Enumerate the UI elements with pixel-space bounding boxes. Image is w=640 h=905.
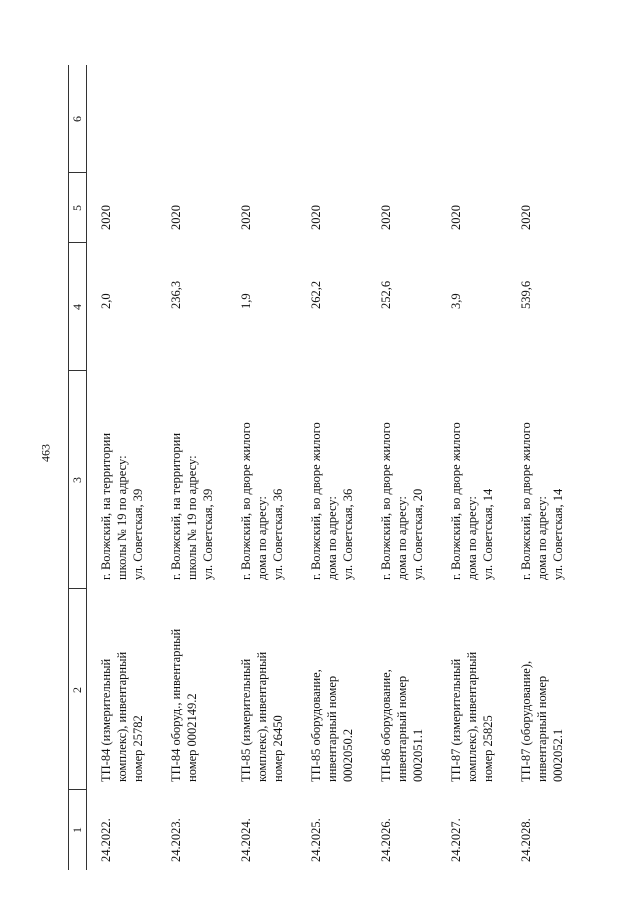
header-col-6: 6 [70,116,84,122]
object-name: ТП-85 оборудование, инвентарный номер 0002050.2 [309,669,355,782]
object-address: г. Волжский, во дворе жилого дома по адресу: ул. Советская, 20 [379,422,425,580]
row-number: 24.2028. [519,818,533,862]
object-year: 2020 [99,205,113,230]
object-address: г. Волжский, на территории школы № 19 по адресу: ул. Советская, 39 [99,432,145,580]
object-value: 539,6 [519,280,533,309]
table-row [308,65,378,870]
header-col-4: 4 [70,304,84,310]
header-bottom-rule [86,65,87,870]
object-value: 252,6 [379,280,393,309]
row-number: 24.2025. [309,818,323,862]
object-address: г. Волжский, во дворе жилого дома по адресу: ул. Советская, 14 [519,422,565,580]
object-name: ТП-87 (оборудование), инвентарный номер 0002052.1 [519,660,565,782]
object-year: 2020 [309,205,323,230]
row-number: 24.2027. [449,818,463,862]
object-name: ТП-84 оборуд., инвентарный номер 0002149.2 [169,628,199,782]
object-value: 1,9 [239,293,253,309]
object-address: г. Волжский, во дворе жилого дома по адресу: ул. Советская, 36 [309,422,355,580]
header-column-separator [68,789,86,790]
table-header-row [68,65,88,870]
table-row [168,65,238,870]
row-number: 24.2022. [99,818,113,862]
table-row [448,65,518,870]
header-col-5: 5 [70,205,84,211]
object-name: ТП-85 (измерительный комплекс), инвентарный номер 26450 [239,651,285,782]
object-value: 262,2 [309,280,323,309]
table-row [238,65,308,870]
object-year: 2020 [449,205,463,230]
object-address: г. Волжский, во дворе жилого дома по адресу: ул. Советская, 36 [239,422,285,580]
header-top-rule [68,65,69,870]
object-address: г. Волжский, на территории школы № 19 по адресу: ул. Советская, 39 [169,432,215,580]
object-year: 2020 [379,205,393,230]
object-year: 2020 [169,205,183,230]
table-row [518,65,588,870]
object-year: 2020 [239,205,253,230]
header-column-separator [68,242,86,243]
object-value: 3,9 [449,293,463,309]
object-name: ТП-84 (измерительный комплекс), инвентарный номер 25782 [99,651,145,782]
table-row [98,65,168,870]
object-year: 2020 [519,205,533,230]
object-address: г. Волжский, во дворе жилого дома по адресу: ул. Советская, 14 [449,422,495,580]
object-value: 2,0 [99,293,113,309]
header-col-3: 3 [70,477,84,483]
header-col-1: 1 [70,827,84,833]
header-column-separator [68,172,86,173]
object-name: ТП-87 (измерительный комплекс), инвентарный номер 25825 [449,651,495,782]
page-number: 463 [38,444,53,462]
header-column-separator [68,370,86,371]
header-col-2: 2 [70,687,84,693]
rotated-table [68,65,628,870]
row-number: 24.2026. [379,818,393,862]
table-row [378,65,448,870]
object-value: 236,3 [169,280,183,309]
row-number: 24.2023. [169,818,183,862]
header-column-separator [68,588,86,589]
object-name: ТП-86 оборудование, инвентарный номер 0002051.1 [379,669,425,782]
row-number: 24.2024. [239,818,253,862]
